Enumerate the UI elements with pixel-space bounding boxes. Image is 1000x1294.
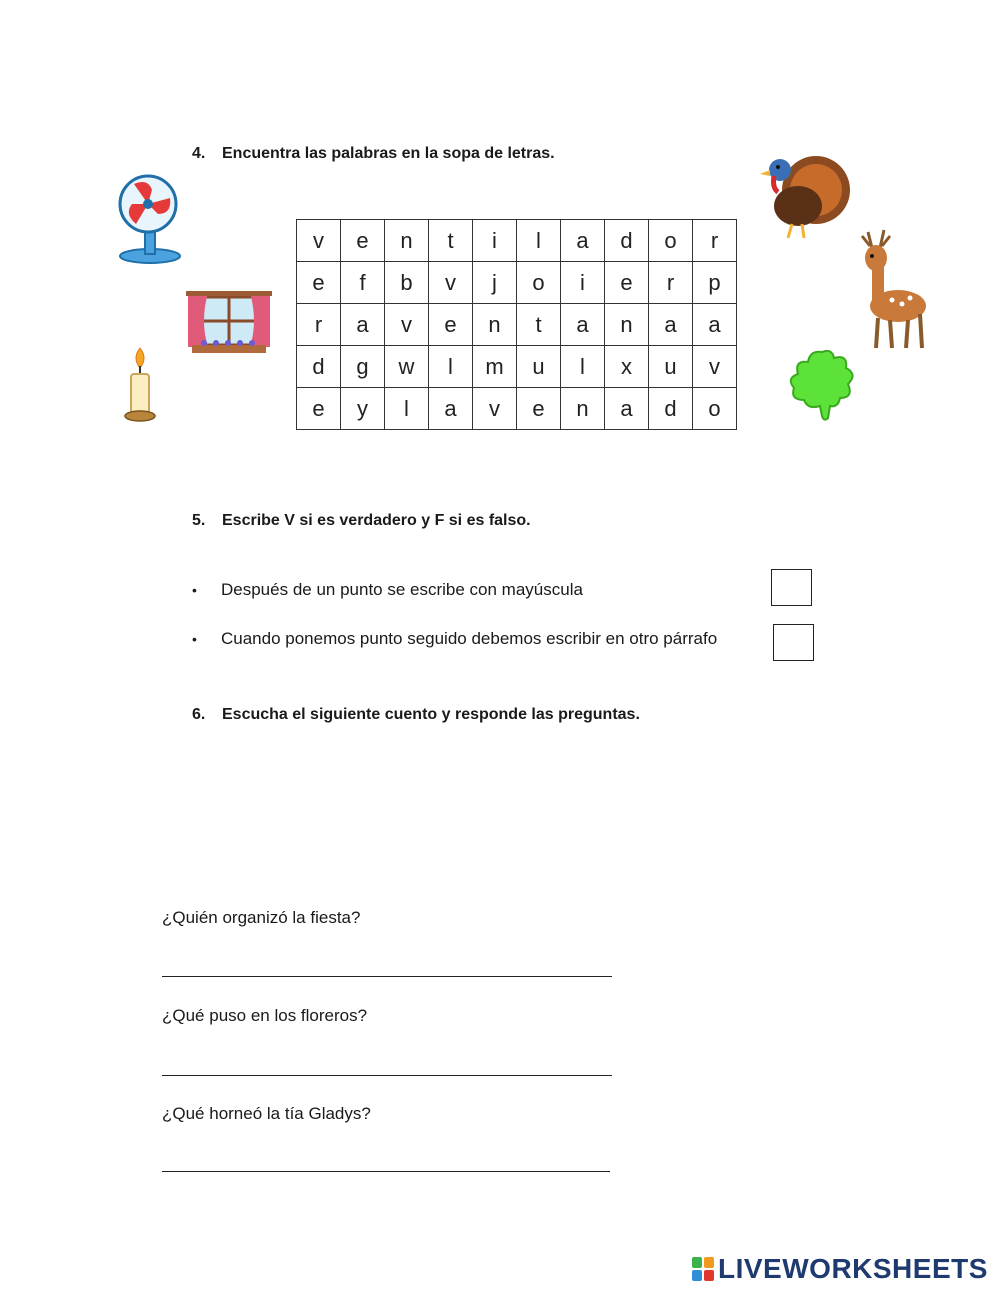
- grid-cell[interactable]: d: [605, 220, 649, 262]
- grid-cell[interactable]: a: [561, 304, 605, 346]
- section-4-number: 4.: [192, 145, 206, 162]
- grid-cell[interactable]: e: [297, 388, 341, 430]
- grid-cell[interactable]: u: [517, 346, 561, 388]
- grid-cell[interactable]: e: [517, 388, 561, 430]
- grid-cell[interactable]: x: [605, 346, 649, 388]
- slime-icon: [786, 346, 858, 422]
- grid-row: [297, 220, 737, 262]
- grid-cell[interactable]: d: [649, 388, 693, 430]
- turkey-icon: [758, 148, 854, 242]
- grid-cell[interactable]: v: [473, 388, 517, 430]
- grid-cell[interactable]: n: [473, 304, 517, 346]
- bullet-1: •: [192, 582, 197, 598]
- grid-cell[interactable]: t: [429, 220, 473, 262]
- grid-cell[interactable]: m: [473, 346, 517, 388]
- grid-cell[interactable]: l: [429, 346, 473, 388]
- grid-cell[interactable]: e: [297, 262, 341, 304]
- section-4-title: Encuentra las palabras en la sopa de letras.: [222, 145, 555, 162]
- section-6-number: 6.: [192, 706, 206, 723]
- grid-cell[interactable]: b: [385, 262, 429, 304]
- grid-cell[interactable]: a: [693, 304, 737, 346]
- grid-row: [297, 262, 737, 304]
- section-4-heading: [192, 145, 555, 163]
- bullet-2: •: [192, 631, 197, 647]
- question-1: ¿Quién organizó la fiesta?: [162, 908, 361, 927]
- grid-cell[interactable]: d: [297, 346, 341, 388]
- grid-cell[interactable]: n: [385, 220, 429, 262]
- grid-cell[interactable]: v: [297, 220, 341, 262]
- grid-cell[interactable]: i: [561, 262, 605, 304]
- logo-text: LIVEWORKSHEETS: [718, 1253, 988, 1284]
- grid-cell[interactable]: r: [649, 262, 693, 304]
- grid-cell[interactable]: n: [605, 304, 649, 346]
- liveworksheets-logo: [692, 1254, 988, 1284]
- section-5-title: Escribe V si es verdadero y F si es falso.: [222, 512, 531, 529]
- grid-cell[interactable]: y: [341, 388, 385, 430]
- window-icon: [186, 291, 272, 357]
- grid-row: [297, 388, 737, 430]
- deer-icon: [850, 228, 930, 352]
- grid-cell[interactable]: a: [429, 388, 473, 430]
- grid-cell[interactable]: o: [693, 388, 737, 430]
- grid-cell[interactable]: e: [341, 220, 385, 262]
- grid-cell[interactable]: l: [385, 388, 429, 430]
- grid-cell[interactable]: o: [517, 262, 561, 304]
- answer-line-3[interactable]: [162, 1171, 610, 1172]
- statement-2: Cuando ponemos punto seguido debemos escribir en otro párrafo: [221, 629, 718, 648]
- grid-cell[interactable]: g: [341, 346, 385, 388]
- grid-cell[interactable]: r: [693, 220, 737, 262]
- grid-cell[interactable]: o: [649, 220, 693, 262]
- grid-cell[interactable]: e: [605, 262, 649, 304]
- grid-cell[interactable]: w: [385, 346, 429, 388]
- logo-mark-icon: [692, 1257, 714, 1281]
- section-5-number: 5.: [192, 512, 206, 529]
- section-6-title: Escucha el siguiente cuento y responde las preguntas.: [222, 706, 640, 723]
- grid-cell[interactable]: t: [517, 304, 561, 346]
- grid-cell[interactable]: l: [561, 346, 605, 388]
- grid-cell[interactable]: p: [693, 262, 737, 304]
- grid-cell[interactable]: a: [561, 220, 605, 262]
- section-6-heading: [192, 706, 640, 724]
- grid-cell[interactable]: v: [693, 346, 737, 388]
- grid-cell[interactable]: l: [517, 220, 561, 262]
- grid-cell[interactable]: a: [341, 304, 385, 346]
- fan-icon: [114, 172, 182, 264]
- grid-cell[interactable]: a: [605, 388, 649, 430]
- grid-cell[interactable]: v: [429, 262, 473, 304]
- statement-1: Después de un punto se escribe con mayúscula: [221, 580, 583, 599]
- grid-cell[interactable]: u: [649, 346, 693, 388]
- grid-cell[interactable]: f: [341, 262, 385, 304]
- word-search-grid: [296, 219, 737, 430]
- grid-row: [297, 304, 737, 346]
- answer-line-1[interactable]: [162, 976, 612, 977]
- grid-cell[interactable]: r: [297, 304, 341, 346]
- grid-cell[interactable]: n: [561, 388, 605, 430]
- question-3: ¿Qué horneó la tía Gladys?: [162, 1104, 371, 1123]
- grid-cell[interactable]: j: [473, 262, 517, 304]
- grid-row: [297, 346, 737, 388]
- question-2: ¿Qué puso en los floreros?: [162, 1006, 368, 1025]
- section-5-heading: [192, 512, 531, 530]
- grid-cell[interactable]: i: [473, 220, 517, 262]
- answer-box-2[interactable]: [773, 624, 814, 661]
- grid-cell[interactable]: v: [385, 304, 429, 346]
- candle-icon: [122, 346, 158, 422]
- answer-box-1[interactable]: [771, 569, 812, 606]
- answer-line-2[interactable]: [162, 1075, 612, 1076]
- grid-cell[interactable]: e: [429, 304, 473, 346]
- grid-cell[interactable]: a: [649, 304, 693, 346]
